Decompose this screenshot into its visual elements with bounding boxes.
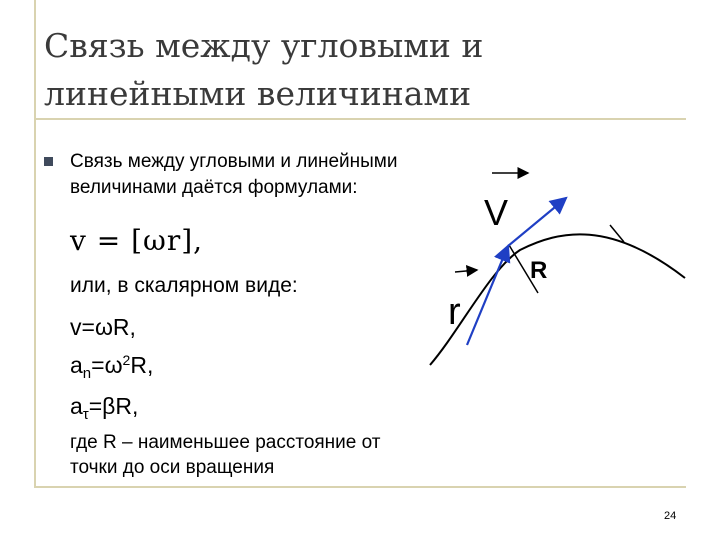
label-v: V: [484, 192, 509, 233]
bullet-marker: [44, 157, 53, 166]
velocity-vector: [508, 198, 566, 246]
kinematics-diagram: [420, 160, 700, 370]
label-r: r: [448, 291, 461, 333]
trajectory-curve: [430, 234, 685, 365]
left-rule: [34, 0, 36, 486]
equation-atau: $a_\tau=\beta R$,: [70, 393, 139, 423]
vector-formula: v = [ωr],: [70, 224, 204, 257]
r-overarrow: [455, 270, 477, 272]
where-note: где R – наименьшее расстояние от точки до оси вращения: [70, 432, 381, 478]
page-number: 24: [664, 510, 677, 522]
position-vector: [467, 246, 508, 345]
label-R: R: [530, 257, 548, 284]
title-rule: [34, 118, 686, 120]
scalar-intro: или, в скалярном виде:: [70, 274, 298, 297]
equation-v: v=ωR,: [70, 314, 136, 340]
footer-rule: [34, 486, 686, 488]
slide-title: Связь между угловыми и линейными величинами: [44, 26, 484, 113]
equation-an: $a_n=\omega^2R$,: [70, 352, 154, 382]
intro-text: Связь между угловыми и линейными величинами даётся формулами:: [70, 151, 398, 198]
